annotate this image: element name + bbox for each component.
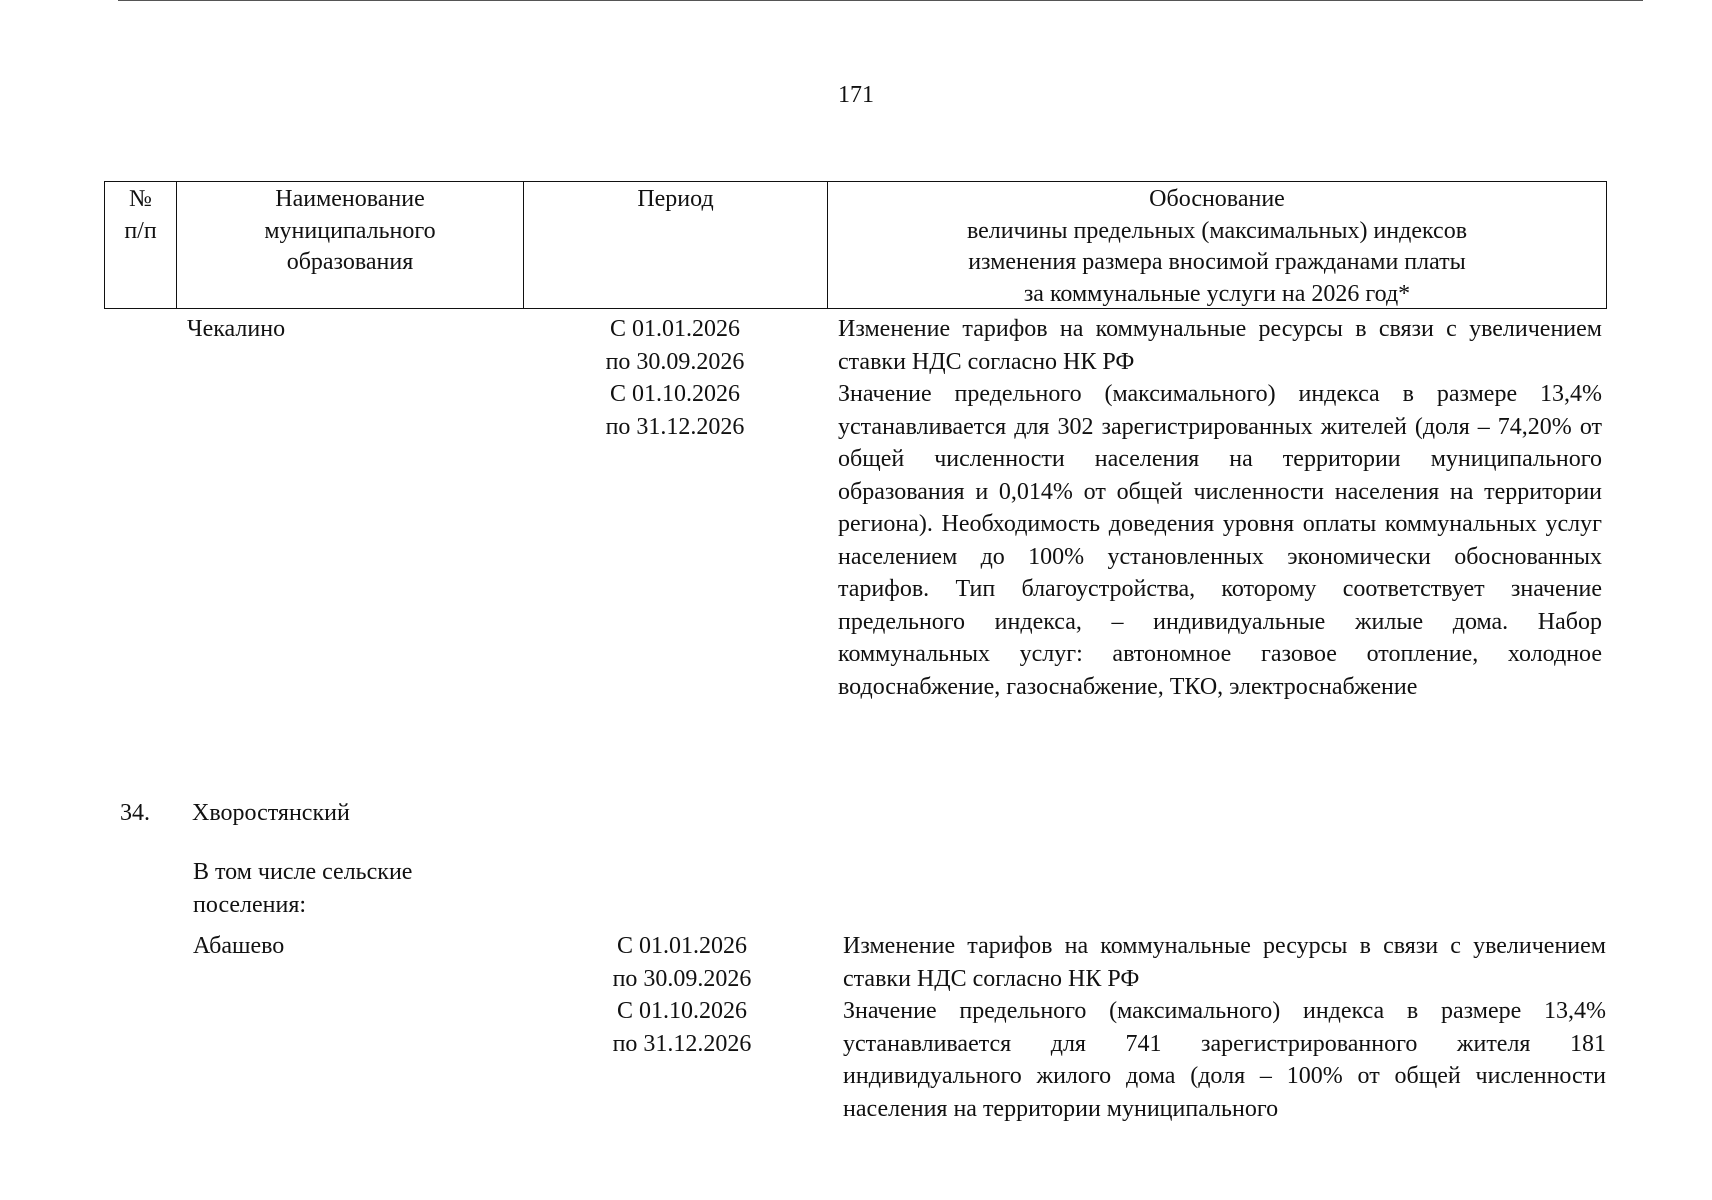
row-abashevo-period: С 01.01.2026 по 30.09.2026 С 01.10.2026 по 31.12.2026 — [612, 933, 752, 1057]
row-chekalino-period: С 01.01.2026 по 30.09.2026 С 01.10.2026 по 31.12.2026 — [605, 316, 745, 440]
rural-settlements-subheading: В том числе сельские поселения: — [193, 859, 413, 918]
top-border-line — [118, 0, 1643, 1]
header-municipality-name: Наименование муниципального образования — [176, 182, 523, 308]
header-period: Период — [523, 182, 827, 308]
page-number: 171 — [838, 82, 874, 108]
row-abashevo-justification-1: Изменение тарифов на коммунальные ресурсы в связи с увеличением ставки НДС согласно НК РФ — [843, 933, 1606, 992]
header-number: № п/п — [124, 186, 157, 244]
row-chekalino-justification-2: Значение предельного (максимального) индекса в размере 13,4% устанавливается для 302 зарегистрированных жителей (доля – 74,20% от общей численности населения на территории муниципального образования и 0,014% от общей численности населения на территории региона). Необходимость доведения уровня оплаты коммунальных услуг населением до 100% установленных экономически обоснованных тарифов. Тип благоустройства, которому соответствует значение предельного индекса, – индивидуальные жилые дома. Набор коммунальных услуг: автономное газовое отопление, холодное водоснабжение, газоснабжение, ТКО, электроснабжение — [838, 381, 1602, 700]
row-34-number: 34. — [120, 800, 150, 826]
row-abashevo-name: Абашево — [193, 933, 285, 959]
table-header — [104, 181, 1607, 309]
row-chekalino-justification-1: Изменение тарифов на коммунальные ресурсы в связи с увеличением ставки НДС согласно НК РФ — [838, 316, 1602, 375]
header-justification: Обоснование величины предельных (максимальных) индексов изменения размера вносимой гражданами платы за коммунальные услуги на 2026 год* — [827, 182, 1606, 308]
row-abashevo-justification-2: Значение предельного (максимального) индекса в размере 13,4% устанавливается для 741 зарегистрированного жителя 181 индивидуального жилого дома (доля – 100% от общей численности населения на территории муниципального — [843, 998, 1606, 1122]
row-chekalino-name: Чекалино — [187, 316, 286, 342]
row-khvorostyansky-name: Хворостянский — [192, 800, 350, 826]
